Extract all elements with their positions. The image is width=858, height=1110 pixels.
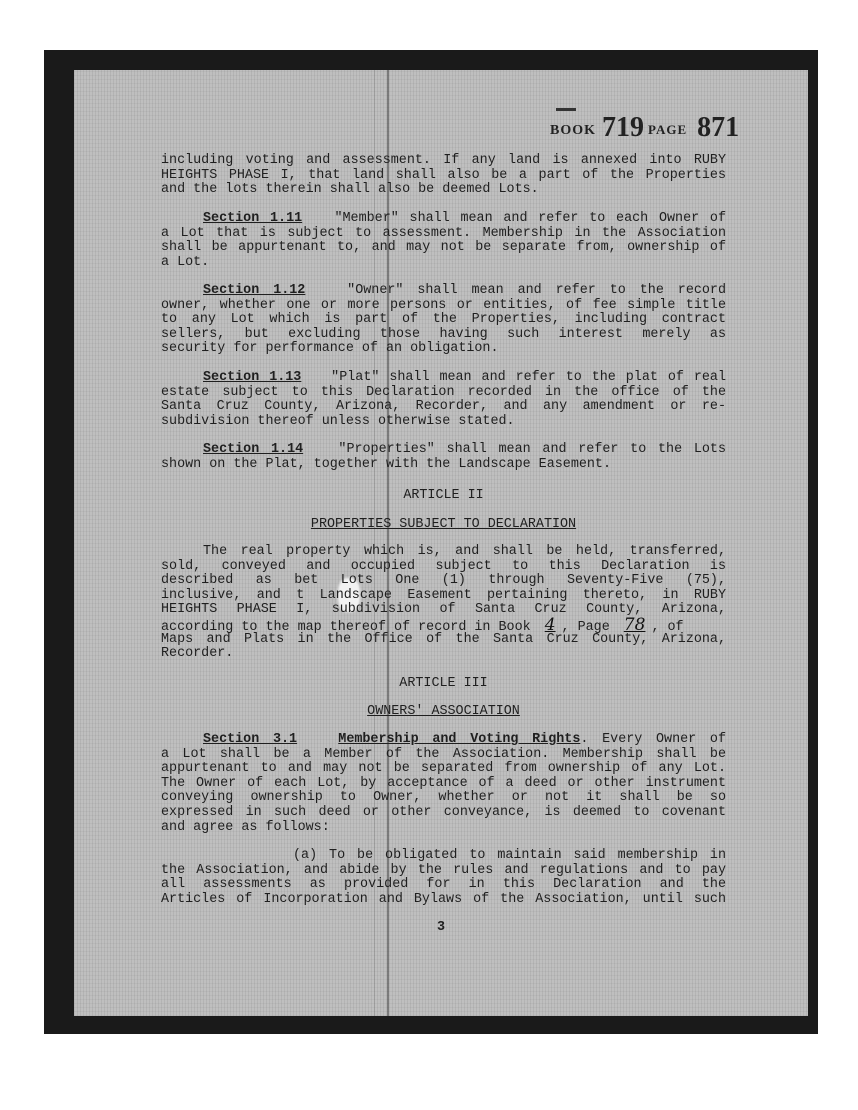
section-first-line xyxy=(161,284,726,299)
page-label: PAGE xyxy=(648,122,688,137)
text-line: appurtenant to and may not be separated from ownership of any Lot. xyxy=(161,761,726,777)
article-2-body xyxy=(161,545,726,662)
text-fragment: "Plat" shall mean and refer to the plat of real xyxy=(331,370,726,385)
article-2-title: ARTICLE II xyxy=(403,488,484,503)
text-line: Articles of Incorporation and Bylaws of the Association, until such xyxy=(161,891,726,907)
text-line: HEIGHTS PHASE I, subdivision of Santa Cruz County, Arizona, xyxy=(161,602,726,618)
text-line: owner, whether one or more persons or entities, of fee simple title xyxy=(161,297,726,313)
text-line: The Owner of each Lot, by acceptance of a deed or other instrument xyxy=(161,775,726,791)
text-line: a Lot that is subject to assessment. Membership in the Association xyxy=(161,225,726,241)
text-line: security for performance of an obligation. xyxy=(161,341,499,357)
text-line: inclusive, and t Landscape Easement pertaining thereto, in RUBY xyxy=(161,587,726,603)
text-line: the Association, and abide by the rules and regulations and to pay xyxy=(161,862,726,878)
section-1-12 xyxy=(161,284,726,357)
section-title: Membership and Voting Rights xyxy=(338,732,581,747)
section-first-line xyxy=(161,371,726,386)
section-first-line xyxy=(161,733,726,748)
handwritten-page-number: 78 xyxy=(623,614,646,635)
text-line: shall be appurtenant to, and may not be separate from, ownership of xyxy=(161,240,726,256)
text-line: Maps and Plats in the Office of the Santa Cruz County, Arizona, xyxy=(161,631,726,647)
text-line: Santa Cruz County, Arizona, Recorder, and any amendment or re- xyxy=(161,399,726,415)
article-3-heading xyxy=(161,704,726,719)
page-number-stamp: 871 xyxy=(697,112,740,143)
heading-text: PROPERTIES SUBJECT TO DECLARATION xyxy=(310,517,577,532)
section-1-14 xyxy=(161,443,726,472)
text-line xyxy=(161,849,726,864)
handwritten-book-number: 4 xyxy=(544,614,556,635)
section-3-1 xyxy=(161,733,726,835)
text-fragment: , of xyxy=(651,619,684,635)
text-line: to any Lot which is part of the Properties, including contract xyxy=(161,312,726,328)
text-fragment: , Page xyxy=(561,619,610,635)
section-label: Section 3.1 xyxy=(203,732,298,747)
section-1-13 xyxy=(161,371,726,429)
text-line: all assessments as provided for in this Declaration and the xyxy=(161,877,726,893)
text-line: sold, conveyed and occupied subject to this Declaration is xyxy=(161,558,726,574)
book-reference-line xyxy=(161,614,726,635)
stamp-bar xyxy=(556,108,576,111)
book-page-stamp xyxy=(550,112,739,144)
text-line: a Lot shall be a Member of the Association. Membership shall be xyxy=(161,746,726,762)
text-fragment: . Every Owner of xyxy=(580,732,727,747)
text-fragment: The real property which is, and shall be held, transferred, xyxy=(203,544,726,559)
text-fragment: "Member" shall mean and refer to each Owner of xyxy=(334,211,726,226)
text-line: conveying ownership to Owner, whether or not it shall be so xyxy=(161,790,726,806)
text-line: sellers, but excluding those having such interest merely as xyxy=(161,326,726,342)
text-line: HEIGHTS PHASE I, that land shall also be a part of the Properties xyxy=(161,167,726,183)
text-line: estate subject to this Declaration recorded in the office of the xyxy=(161,384,726,400)
article-3-title: ARTICLE III xyxy=(399,676,488,691)
section-label: Section 1.11 xyxy=(203,211,303,226)
text-line: and agree as follows: xyxy=(161,819,330,835)
section-1-11 xyxy=(161,212,726,270)
text-fragment: (a) To be obligated to maintain said membership in xyxy=(293,848,726,863)
document-page xyxy=(74,70,808,1016)
book-label: BOOK xyxy=(550,123,597,138)
text-line: a Lot. xyxy=(161,254,210,270)
text-fragment: according to the map thereof of record in Book xyxy=(161,619,531,635)
subsection-a xyxy=(161,849,726,907)
text-line: subdivision thereof unless otherwise stated. xyxy=(161,413,515,429)
text-line: expressed in such deed or other conveyance, is deemed to covenant xyxy=(161,804,726,820)
intro-paragraph xyxy=(161,154,726,198)
section-label: Section 1.14 xyxy=(203,442,304,457)
text-fragment: "Owner" shall mean and refer to the record xyxy=(347,283,727,298)
heading-text: OWNERS' ASSOCIATION xyxy=(367,704,520,719)
book-number: 719 xyxy=(602,112,645,143)
text-line: including voting and assessment. If any land is annexed into RUBY xyxy=(161,153,726,168)
article-2-heading xyxy=(161,517,726,532)
text-fragment: "Properties" shall mean and refer to the Lots xyxy=(338,442,727,457)
text-line: Recorder. xyxy=(161,646,234,662)
footer-page-number: 3 xyxy=(436,920,446,935)
section-label: Section 1.13 xyxy=(203,370,302,385)
section-label: Section 1.12 xyxy=(203,283,306,298)
text-line: described as bet Lots One (1) through Seventy-Five (75), xyxy=(161,573,726,589)
text-line: and the lots therein shall also be deemed Lots. xyxy=(161,182,539,198)
text-line: shown on the Plat, together with the Landscape Easement. xyxy=(161,456,611,472)
text-line xyxy=(161,545,726,560)
section-first-line xyxy=(161,212,726,227)
section-first-line xyxy=(161,443,726,458)
